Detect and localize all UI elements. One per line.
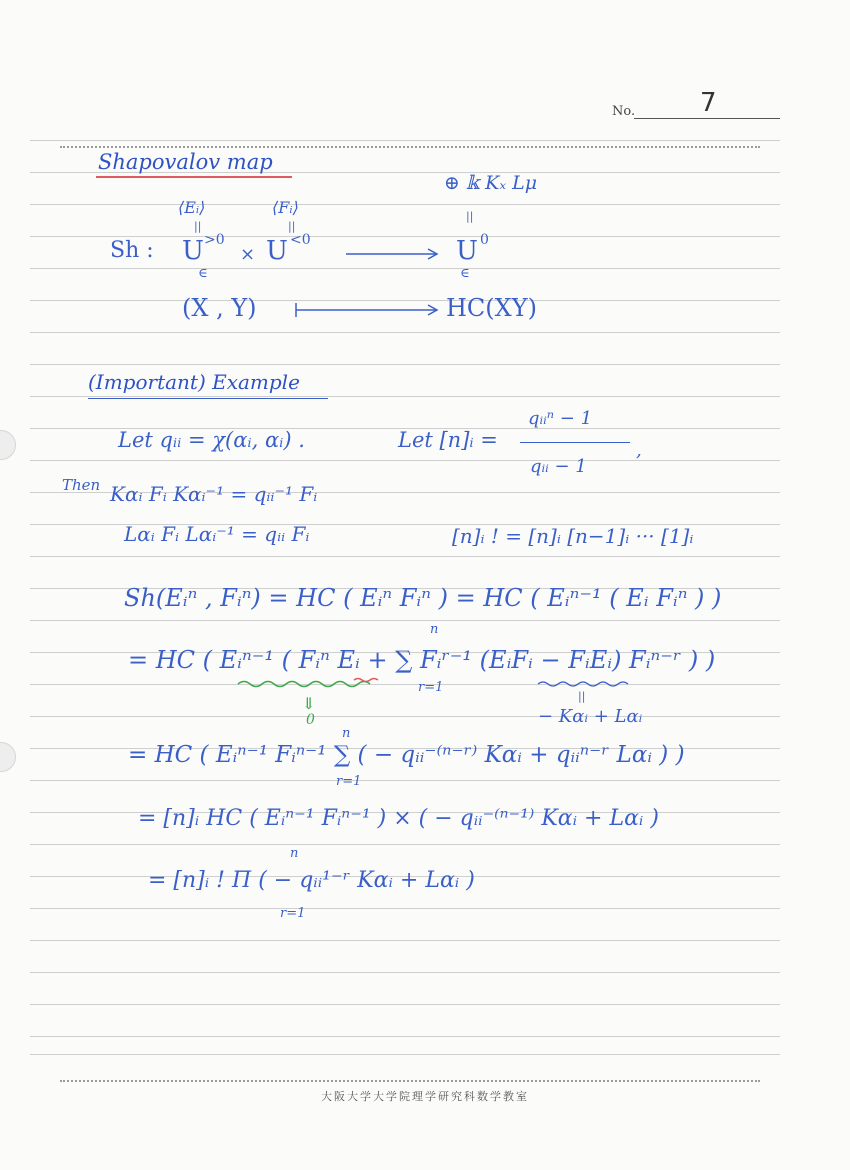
u-positive: U <box>182 236 204 266</box>
number-label: No. <box>612 104 636 119</box>
equals-vertical: || <box>578 690 586 703</box>
fraction-denominator: qᵢᵢ − 1 <box>530 456 587 477</box>
sum-upper-limit: n <box>342 726 351 741</box>
derivation-line-4: = [n]ᵢ HC ( Eᵢⁿ⁻¹ Fᵢⁿ⁻¹ ) × ( − qᵢᵢ⁻⁽ⁿ⁻¹⁾ Kαᵢ + Lαᵢ ) <box>138 806 659 831</box>
equals-vertical: || <box>288 220 296 233</box>
implies-zero-arrow: ⇓ <box>302 694 316 713</box>
hc-xy: HC(XY) <box>446 294 537 322</box>
green-wavy-underline <box>238 682 370 687</box>
u-negative-sup: <0 <box>290 232 311 248</box>
factorial-def: [n]ᵢ ! = [n]ᵢ [n−1]ᵢ ··· [1]ᵢ <box>452 524 694 548</box>
u-positive-sup: >0 <box>204 232 225 248</box>
page-footer: 大阪大学大学院理学研究科数学教室 <box>321 1090 529 1103</box>
page-number: 7 <box>700 88 717 118</box>
u-zero: U <box>456 236 478 266</box>
product-lower-limit: r=1 <box>280 906 306 921</box>
derivation-line-2: = HC ( Eᵢⁿ⁻¹ ( Fᵢⁿ Eᵢ + ∑ Fᵢʳ⁻¹ (EᵢFᵢ − FᵢEᵢ) Fᵢⁿ⁻ʳ ) ) <box>128 646 716 674</box>
relation-l: Lαᵢ Fᵢ Lαᵢ⁻¹ = qᵢᵢ Fᵢ <box>124 522 310 546</box>
sum-upper-limit: n <box>430 622 439 637</box>
direct-sum-label: ⊕ 𝕜 Kₓ Lμ <box>444 172 538 194</box>
generator-F: ⟨Fᵢ⟩ <box>272 198 299 217</box>
member-sign: ∈ <box>460 266 470 281</box>
u-negative: U <box>266 236 288 266</box>
sh-label: Sh : <box>110 238 154 263</box>
arrow-top <box>346 249 437 259</box>
commutator-value: − Kαᵢ + Lαᵢ <box>538 706 643 727</box>
red-wavy-underline <box>354 679 378 682</box>
equals-vertical: || <box>466 210 474 223</box>
blue-wavy-underline <box>538 682 628 686</box>
fraction-comma: , <box>636 440 642 461</box>
relation-k: Kαᵢ Fᵢ Kαᵢ⁻¹ = qᵢᵢ⁻¹ Fᵢ <box>110 482 318 506</box>
fraction-numerator: qᵢᵢⁿ − 1 <box>528 408 593 429</box>
product-upper-limit: n <box>290 846 299 861</box>
maps-to-arrow <box>296 303 437 317</box>
then-label: Then <box>62 476 101 494</box>
u-zero-sup: 0 <box>480 232 489 248</box>
generator-E: ⟨Eᵢ⟩ <box>178 198 206 217</box>
times-sign: × <box>240 244 256 265</box>
pair-xy: (X , Y) <box>182 294 257 322</box>
member-sign: ∈ <box>198 266 208 281</box>
sum-lower-limit: r=1 <box>418 680 444 695</box>
def-n-label: Let [n]ᵢ = <box>398 428 498 452</box>
section-title-shapovalov: Shapovalov map <box>98 150 273 174</box>
derivation-line-1: Sh(Eᵢⁿ , Fᵢⁿ) = HC ( Eᵢⁿ Fᵢⁿ ) = HC ( Eᵢⁿ⁻¹ ( Eᵢ Fᵢⁿ ) ) <box>124 584 722 612</box>
section-title-example: (Important) Example <box>88 370 300 394</box>
derivation-line-5: = [n]ᵢ ! Π ( − qᵢᵢ¹⁻ʳ Kαᵢ + Lαᵢ ) <box>148 868 475 893</box>
derivation-line-3: = HC ( Eᵢⁿ⁻¹ Fᵢⁿ⁻¹ ∑ ( − qᵢᵢ⁻⁽ⁿ⁻ʳ⁾ Kαᵢ + qᵢᵢⁿ⁻ʳ Lαᵢ ) ) <box>128 742 685 768</box>
equals-vertical: || <box>194 220 202 233</box>
def-q: Let qᵢᵢ = χ(αᵢ, αᵢ) . <box>118 428 305 452</box>
zero-value: 0 <box>306 712 315 728</box>
sum-lower-limit: r=1 <box>336 774 362 789</box>
